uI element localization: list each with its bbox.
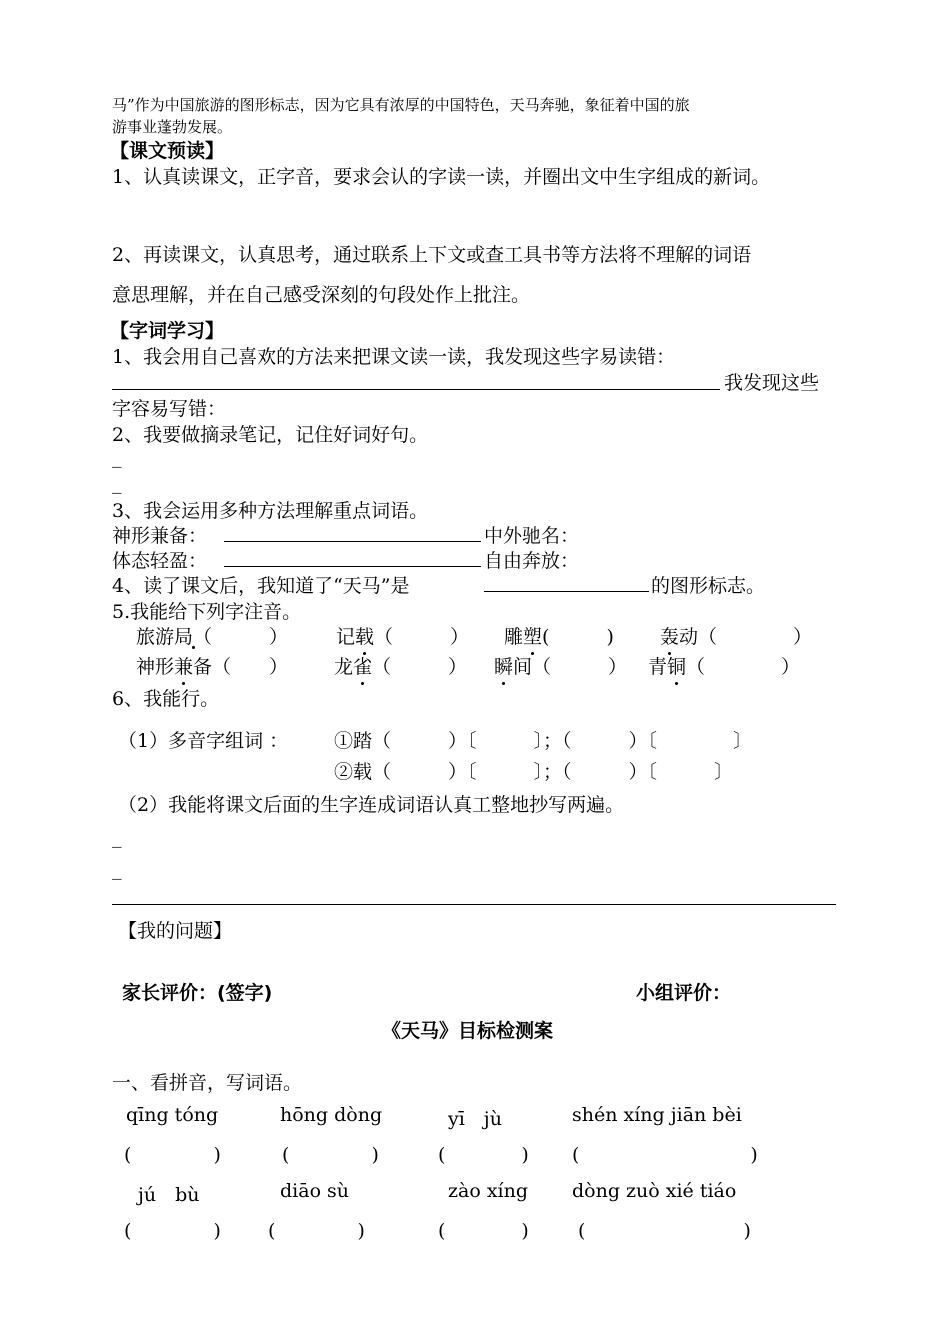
answer-dash[interactable]: _ xyxy=(112,472,122,494)
term-label: 体态轻盈： xyxy=(112,550,208,572)
pinyin-item: 瞬间（ ） xyxy=(494,652,627,679)
pinyin-item: 青铜（ ） xyxy=(648,652,800,679)
pinyin-item: 神形兼备（ ） xyxy=(136,652,288,679)
answer-line[interactable] xyxy=(484,591,649,592)
polyphone-label: （1）多音字组词 ： xyxy=(118,730,289,752)
test-title: 《天马》目标检测案 xyxy=(382,1020,554,1042)
term-label: 自由奔放： xyxy=(484,550,580,572)
answer-paren[interactable]: ( ) xyxy=(124,1144,221,1166)
pinyin-prompt: yī jù xyxy=(448,1108,502,1130)
answer-paren[interactable]: ( ) xyxy=(572,1144,758,1166)
answer-paren[interactable]: ( ) xyxy=(578,1220,751,1242)
pinyin-item: 龙雀（ ） xyxy=(334,652,467,679)
answer-dash[interactable]: _ xyxy=(112,446,122,468)
answer-paren[interactable]: ( ) xyxy=(124,1220,221,1242)
preview-item-2a: 2、再读课文，认真思考，通过联系上下文或查工具书等方法将不理解的词语 xyxy=(112,244,752,266)
answer-line[interactable] xyxy=(112,389,720,390)
pinyin-item: 旅游局（ ） xyxy=(136,626,289,648)
answer-paren[interactable]: ( ) xyxy=(438,1220,529,1242)
answer-line[interactable] xyxy=(224,566,481,567)
preview-heading: 【课文预读】 xyxy=(110,140,225,162)
answer-dash[interactable]: _ xyxy=(112,858,122,880)
pinyin-prompt: qīng tóng xyxy=(126,1104,219,1126)
answer-paren[interactable]: ( ) xyxy=(282,1144,379,1166)
answer-paren[interactable]: ( ) xyxy=(438,1144,529,1166)
parent-evaluation: 家长评价：(签字) xyxy=(122,982,273,1004)
preview-item-2b: 意思理解，并在自己感受深刻的句段处作上批注。 xyxy=(112,284,531,306)
intro-line-2: 游事业蓬勃发展。 xyxy=(112,118,233,136)
pinyin-prompt: jú bù xyxy=(138,1184,200,1206)
questions-heading: 【我的问题】 xyxy=(118,920,233,942)
intro-line-1: 马”作为中国旅游的图形标志，因为它具有浓厚的中国特色，天马奔驰，象征着中国的旅 xyxy=(112,96,690,114)
vocab-q1a: 1、我会用自己喜欢的方法来把课文读一读，我发现这些字易读错： xyxy=(112,346,676,368)
vocab-q5: 5.我能给下列字注音。 xyxy=(112,601,302,623)
pinyin-item: 雕塑( ) xyxy=(504,622,614,649)
pinyin-item: 轰动（ ） xyxy=(660,622,812,649)
test-section-1: 一、看拼音，写词语。 xyxy=(112,1072,303,1094)
vocab-q3: 3、我会运用多种方法理解重点词语。 xyxy=(112,500,429,522)
answer-line[interactable] xyxy=(224,541,481,542)
pinyin-prompt: dòng zuò xié tiáo xyxy=(572,1180,737,1202)
answer-paren[interactable]: ( ) xyxy=(268,1220,365,1242)
preview-item-1: 1、认真读课文，正字音，要求会认的字读一读，并圈出文中生字组成的新词。 xyxy=(112,166,771,188)
divider xyxy=(112,904,836,905)
term-label: 神形兼备： xyxy=(112,525,208,547)
pinyin-prompt: hōng dòng xyxy=(280,1104,383,1126)
pinyin-prompt: shén xíng jiān bèi xyxy=(572,1104,742,1126)
vocab-q2: 2、我要做摘录笔记，记住好词好句。 xyxy=(112,424,429,446)
vocab-q4a: 4、读了课文后，我知道了“天马”是 xyxy=(112,575,410,597)
pinyin-prompt: diāo sù xyxy=(280,1180,350,1202)
vocab-heading: 【字词学习】 xyxy=(110,320,225,342)
polyphone-row: ②载（ ）〔 〕；（ ）〔 〕 xyxy=(334,761,734,783)
vocab-q6-2: （2）我能将课文后面的生字连成词语认真工整地抄写两遍。 xyxy=(118,794,625,816)
vocab-q1c: 字容易写错： xyxy=(112,398,227,420)
answer-dash[interactable]: _ xyxy=(112,826,122,848)
pinyin-prompt: zào xíng xyxy=(448,1180,529,1202)
vocab-q4b: 的图形标志。 xyxy=(651,575,766,597)
vocab-q1b: 我发现这些 xyxy=(724,372,820,394)
group-evaluation: 小组评价： xyxy=(636,982,732,1004)
term-label: 中外驰名： xyxy=(484,525,580,547)
pinyin-item: 记载（ ） xyxy=(336,622,469,649)
polyphone-row: ①踏（ ）〔 〕；（ ）〔 〕 xyxy=(334,730,753,752)
vocab-q6: 6、我能行。 xyxy=(112,688,220,710)
